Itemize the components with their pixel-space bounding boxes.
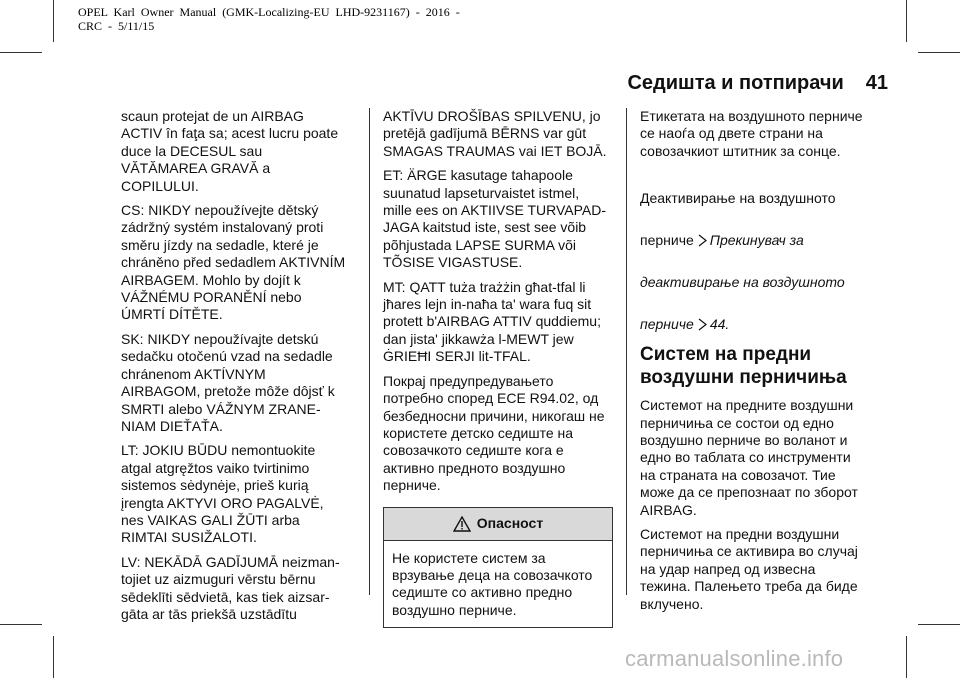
text: Деактивирање на воздушното: [640, 190, 836, 207]
page-reference[interactable]: 44.: [709, 316, 730, 333]
paragraph: LT: JOKIU BŪDU nemontuokite atgal atgręžtos vaiko tvirtinimo sistemos sėdynėje, prieš kurią įrengta AKTYVI ORO PAGALVĖ, nes VAIKAS GALI ŽŪTI arba RIMTAI SUSIŽALOTI.: [121, 442, 324, 546]
warning-box: [383, 507, 613, 629]
paragraph: Покрај предупредувањето потребно според ECE R94.02, од безбедносни причини, никогаш не користете детско седиште на совозачкото седиште кога е активно предното воздушно перниче.: [383, 372, 605, 494]
meta-line: CRC - 5/11/15: [78, 19, 155, 33]
paragraph: SK: NIKDY nepoužívajte detskú sedačku otočenú vzad na sedadle chránenom AKTÍVNYM AIRBAGOM, pretože môže dôjsť k SMRTI alebo VÁŽNYM ZRANE- NIAM DIEŤAŤA.: [121, 330, 335, 434]
warning-text: Не користете систем за врзување деца на совозачкото седиште со активно предно воздушно перниче.: [392, 549, 593, 618]
paragraph: Етикетата на воздушното перниче се наоѓа од двете страни на совозачкиот штитник за сонце.: [640, 108, 863, 159]
paragraph: Системот на предни воздушни перничиња се активира во случај на удар напред од извесна тежина. Палењето треба да биде вклучено.: [640, 526, 858, 612]
text: перниче: [640, 232, 694, 249]
paragraph: AKTĪVU DROŠĪBAS SPILVENU, jo pretējā gadījumā BĒRNS var gūt SMAGAS TRAUMAS vai IET BOJĀ.: [383, 108, 607, 159]
warning-header: [384, 508, 612, 541]
crop-mark: [0, 624, 42, 625]
crop-mark: [918, 52, 960, 53]
meta-line: OPEL Karl Owner Manual (GMK-Localizing-EU LHD-9231167) - 2016 -: [78, 5, 460, 19]
paragraph-with-reference: [640, 167, 888, 335]
page-number: 41: [865, 72, 888, 94]
paragraph: Системот на предните воздушни перничиња се состои од едно воздушно перниче во воланот и едно во таблата со инструменти на страната на совозачот. Тие може да се препознаат по зборот AIRBAG.: [640, 397, 858, 518]
watermark: carmanualsonline.info: [625, 646, 844, 671]
column-divider: [626, 108, 627, 595]
crop-mark: [53, 0, 54, 42]
paragraph: CS: NIKDY nepoužívejte dětský zádržný systém instalovaný proti směru jízdy na sedadle, které je chráněno před sedadlem AKTIVNÍM AIRBAGEM. Mohlo by dojít k VÁŽNÉMU PORANĚNÍ nebo ÚMRTÍ DÍTĚTE.: [121, 202, 346, 323]
crop-mark: [53, 636, 54, 678]
paragraph: LV: NEKĀDĀ GADĪJUMĀ neizman- tojiet uz aizmuguri vērstu bērnu sēdeklīti sēdvietā, kas tiek aizsar- gāta ar tās priekšā uzstādītu: [121, 553, 340, 622]
running-head: [620, 72, 888, 95]
cross-reference-arrow-icon: [697, 234, 708, 247]
cross-reference-link[interactable]: Прекинувач за: [709, 232, 804, 249]
section-heading: Систем на предни воздушни перничиња: [640, 344, 847, 389]
document-meta: [78, 5, 460, 33]
warning-triangle-icon: [453, 516, 471, 532]
paragraph: MT: QATT tuża trażżin għat-tfal li jħares lejn in-naħa ta' wara fuq sit protett b'AIRBAG ATTIV quddiemu; dan jista' jikkawża l-MEWT jew ĠRIEĦI SERJI lit-TFAL.: [383, 278, 601, 365]
section-title: Седишта и потпирачи: [627, 72, 844, 94]
column-divider: [369, 108, 370, 595]
warning-title: Опасност: [476, 514, 544, 531]
crop-mark: [0, 52, 42, 53]
crop-mark: [906, 0, 907, 42]
text-column-1: [121, 108, 353, 630]
cross-reference-link[interactable]: деактивирање на воздушното: [640, 274, 845, 291]
cross-reference-link[interactable]: перниче: [640, 316, 694, 333]
cross-reference-arrow-icon: [697, 318, 708, 331]
crop-mark: [906, 636, 907, 678]
text-column-3: [640, 108, 888, 620]
text-column-2: [383, 108, 617, 628]
crop-mark: [918, 624, 960, 625]
paragraph: ET: ÄRGE kasutage tahapoole suunatud lapseturvaistet istmel, mille ees on AKTIIVSE TURVAPAD- JAGA kaitstud iste, sest see võib põhjustada LAPSE SURMA või TÕSISE VIGASTUSE.: [383, 167, 607, 271]
paragraph: scaun protejat de un AIRBAG ACTIV în faţa sa; acest lucru poate duce la DECESUL sau VĂTĂMAREA GRAVĂ a COPILULUI.: [121, 108, 339, 194]
